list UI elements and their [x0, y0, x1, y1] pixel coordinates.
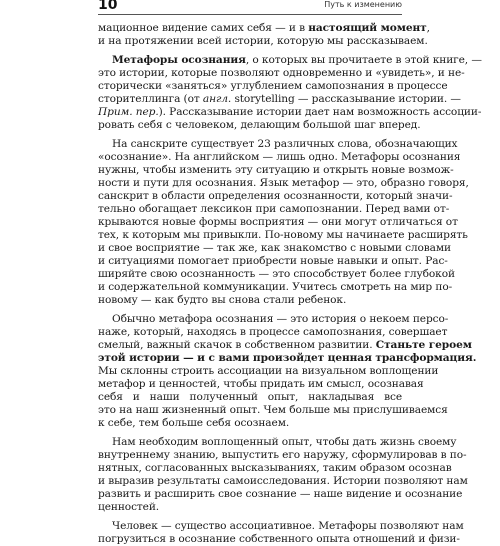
text-line	[98, 520, 464, 533]
text-run: новому — как будто вы снова стали ребенок.	[98, 294, 347, 306]
page-number: 10	[98, 0, 118, 13]
text-line	[98, 533, 460, 546]
text-run: Прим. пер.	[98, 106, 159, 118]
text-run: себя и наши полученный опыт, накладывая все	[98, 391, 402, 403]
text-run: Мы склонны строить ассоциации на визуальном воплощении	[98, 365, 439, 377]
text-run: и содержательной коммуникации. Учитесь смотреть на мир по-	[98, 281, 453, 293]
header-rule	[98, 14, 402, 15]
text-run: внутреннему знанию, выпустить его наружу, сформулировав в по-	[98, 449, 467, 461]
text-line	[98, 268, 455, 281]
text-run: англ.	[202, 93, 232, 105]
text-line	[98, 378, 424, 391]
text-line	[98, 313, 449, 326]
text-run: storytelling — рассказывание истории. —	[231, 93, 461, 105]
text-run: настоящий момент	[308, 22, 427, 34]
text-run: развить и расширить свое сознание — наше видение и осознание	[98, 488, 463, 500]
text-run: и ситуациями помогает приобрести новые навыки и опыт. Рас-	[98, 255, 448, 267]
text-line	[98, 449, 467, 462]
text-run: санскрит в области определения осознанности, который значи-	[98, 190, 453, 202]
text-line	[98, 352, 477, 365]
text-line	[98, 35, 428, 48]
text-run: сторически «заняться» углублением самопознания в процессе	[98, 80, 448, 92]
text-run: , о которых вы прочитаете в этой книге, —	[245, 54, 482, 66]
paragraph-p2	[98, 54, 482, 132]
text-run: нужны, чтобы изменить эту ситуацию и открыть новые возмож-	[98, 164, 454, 176]
body-text	[98, 22, 482, 546]
text-line	[98, 119, 421, 132]
text-run: ,	[426, 22, 430, 34]
text-line	[98, 80, 448, 93]
text-run: к себе, тем больше себя осознаем.	[98, 417, 290, 429]
page-header	[98, 0, 402, 14]
text-run: мационное видение самих себя — и в	[98, 22, 309, 34]
text-run: ности и пути для осознания. Язык метафор — это, образно говоря,	[98, 177, 469, 189]
text-run: Станьте героем	[375, 339, 472, 351]
text-run: тельно обогащает лексикон при самопознании. Перед вами от-	[98, 203, 450, 215]
text-line	[98, 294, 402, 307]
paragraph-p3	[98, 138, 469, 307]
paragraph-p6	[98, 520, 464, 546]
text-line	[98, 138, 458, 151]
text-line	[98, 391, 402, 404]
text-line	[98, 365, 439, 378]
text-run: метафор и ценностей, чтобы придать им смысл, осознавая	[98, 378, 424, 390]
text-line	[98, 326, 448, 339]
text-line	[98, 22, 430, 35]
text-line	[98, 93, 461, 106]
text-run: это на наш жизненный опыт. Чем больше мы прислушиваемся	[98, 404, 448, 416]
text-run: крываются новые формы восприятия — они могут отличаться от	[98, 216, 458, 228]
text-line	[98, 436, 457, 449]
text-line	[98, 203, 450, 216]
text-line	[98, 417, 402, 430]
text-run: сторителлинга (от	[98, 93, 203, 105]
text-run: смелый, важный скачок в собственном развитии.	[98, 339, 376, 351]
text-line	[98, 190, 453, 203]
text-run: ). Рассказывание истории дает нам возможность ассоции-	[158, 106, 482, 118]
text-run: и свое восприятие — так же, как знакомство с новыми словами	[98, 242, 451, 254]
text-line	[98, 164, 454, 177]
text-run: ширяйте свою осознанность — это способствует более глубокой	[98, 268, 455, 280]
text-line	[98, 177, 469, 190]
text-run: тех, к которым мы привыкли. По-новому мы начинаете расширять	[98, 229, 468, 241]
text-line	[98, 281, 453, 294]
paragraph-p4	[98, 313, 477, 430]
text-run: ценностей.	[98, 501, 160, 513]
text-run: и выразив результаты самоисследования. Истории позволяют нам	[98, 475, 468, 487]
text-line	[98, 255, 448, 268]
text-line	[98, 67, 465, 80]
text-run: нятных, согласованных высказываниях, таким образом осознав	[98, 462, 452, 474]
text-line	[98, 339, 472, 352]
text-line	[98, 501, 402, 514]
text-line	[98, 216, 458, 229]
text-run: Нам необходим воплощенный опыт, чтобы дать жизнь своему	[112, 436, 457, 448]
text-run: погрузиться в осознание собственного опыта отношений и физи-	[98, 533, 460, 545]
text-line	[98, 106, 482, 119]
text-run: «осознание». На английском — лишь одно. Метафоры осознания	[98, 151, 461, 163]
paragraph-p1	[98, 22, 430, 48]
text-line	[98, 242, 451, 255]
running-title: Путь к изменению	[324, 0, 402, 9]
text-line	[98, 151, 461, 164]
text-line	[98, 54, 482, 67]
text-line	[98, 404, 448, 417]
text-line	[98, 229, 468, 242]
text-run: ровать себя с человеком, делающим большой шаг вперед.	[98, 119, 421, 131]
text-run: этой истории — и с вами произойдет ценная трансформация.	[98, 352, 477, 364]
text-run: Метафоры осознания	[112, 54, 246, 66]
text-run: Человек — существо ассоциативное. Метафоры позволяют нам	[112, 520, 464, 532]
paragraph-p5	[98, 436, 468, 514]
text-run: Обычно метафора осознания — это история о некоем персо-	[112, 313, 449, 325]
text-line	[98, 462, 452, 475]
text-run: На санскрите существует 23 различных слова, обозначающих	[112, 138, 458, 150]
text-run: это истории, которые позволяют одновременно и «увидеть», и не-	[98, 67, 465, 79]
text-run: наже, который, находясь в процессе самопознания, совершает	[98, 326, 448, 338]
text-line	[98, 475, 468, 488]
text-line	[98, 488, 463, 501]
text-run: и на протяжении всей истории, которую мы рассказываем.	[98, 35, 428, 47]
